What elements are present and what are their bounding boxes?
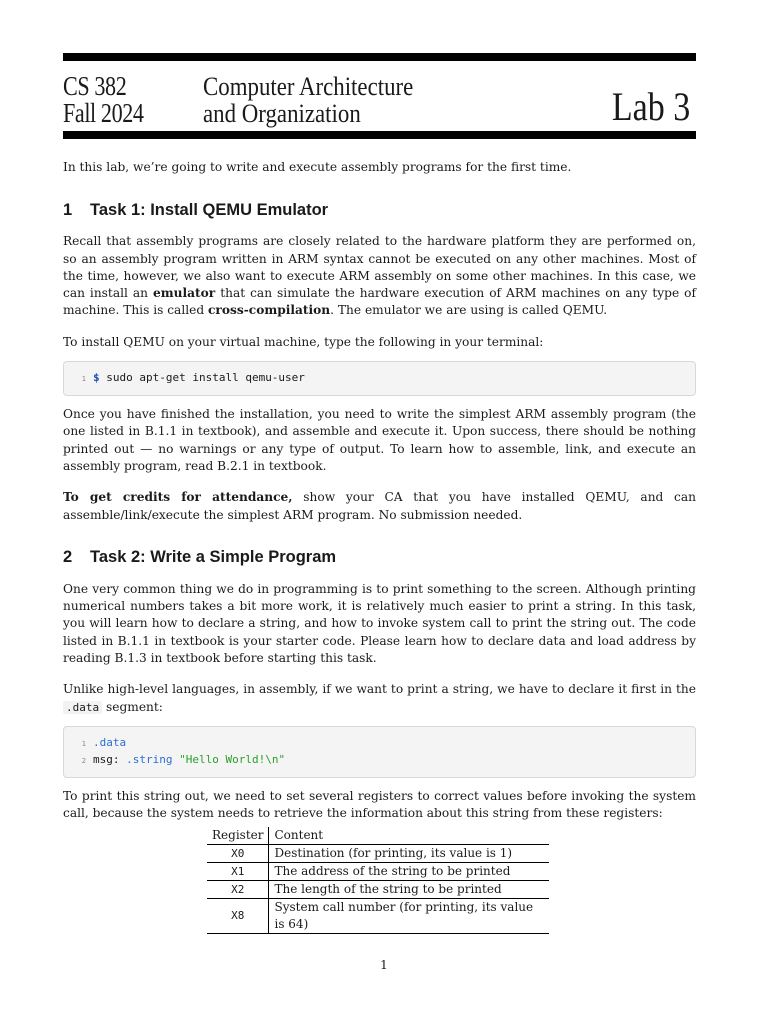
section-1-number: 1 bbox=[63, 201, 73, 220]
code-line bbox=[64, 370, 695, 387]
section-2-paragraph-1: One very common thing we do in programming is to print something to the screen. Although printing numerical numbers takes a bit more work, it is relatively much easier to print a string. In this task, you will learn how to declare a string, and how to invoke system call to print the string out. The code listed in B.1.1 in textbook is your starter code. Please learn how to declare data and load address by reading B.1.3 in textbook before starting this task. bbox=[63, 581, 696, 666]
section-2-paragraph-2 bbox=[63, 681, 696, 716]
section-1-heading bbox=[63, 201, 696, 220]
data-segment-code-block[interactable] bbox=[63, 726, 696, 778]
lab-number: Lab 3 bbox=[611, 84, 690, 129]
header-bottom-rule bbox=[63, 131, 696, 139]
page bbox=[63, 0, 696, 934]
page-number: 1 bbox=[380, 958, 388, 972]
install-command-code-block[interactable] bbox=[63, 361, 696, 396]
column-header-content: Content bbox=[269, 827, 550, 845]
content-cell: The address of the string to be printed bbox=[269, 862, 550, 880]
table-row bbox=[207, 862, 549, 880]
course-title bbox=[203, 73, 413, 127]
section-1-title: Task 1: Install QEMU Emulator bbox=[90, 201, 329, 220]
emphasis-emulator: emulator bbox=[153, 286, 216, 301]
section-1-paragraph-2: To install QEMU on your virtual machine, type the following in your terminal: bbox=[63, 334, 544, 349]
register-table bbox=[207, 827, 549, 934]
register-cell: X8 bbox=[207, 898, 269, 933]
table-row bbox=[207, 844, 549, 862]
text-run: . The emulator we are using is called QEMU. bbox=[330, 303, 608, 318]
register-cell: X2 bbox=[207, 880, 269, 898]
section-2-number: 2 bbox=[63, 547, 73, 566]
section-1-paragraph-1 bbox=[63, 233, 696, 319]
text-run: Recall that assembly programs are closely related to the hardware platform they are performed on, so an assembly program written in ARM syntax cannot be executed on any other machines. Most of the time, however, we also want to execute ARM assembly on some other machines. In this case, we can install an bbox=[63, 234, 696, 301]
data-directive: .data bbox=[93, 735, 127, 749]
content-cell: The length of the string to be printed bbox=[269, 880, 550, 898]
course-title-line2: and Organization bbox=[203, 99, 361, 128]
course-term: Fall 2024 bbox=[63, 98, 144, 128]
course-title-line1: Computer Architecture bbox=[203, 72, 414, 101]
code-line bbox=[64, 752, 695, 769]
line-number: 1 bbox=[81, 375, 86, 384]
content-cell: Destination (for printing, its value is 1) bbox=[269, 844, 550, 862]
register-cell: X1 bbox=[207, 862, 269, 880]
table-row bbox=[207, 898, 549, 933]
shell-command: sudo apt-get install qemu-user bbox=[99, 371, 305, 385]
table-row bbox=[207, 880, 549, 898]
line-number: 2 bbox=[81, 756, 86, 765]
text-run: Unlike high-level languages, in assembly, if we want to print a string, we have to declare it first in the bbox=[63, 682, 696, 697]
header-top-rule bbox=[63, 53, 696, 61]
content-cell: System call number (for printing, its value is 64) bbox=[269, 898, 550, 933]
course-info bbox=[63, 73, 144, 127]
code-line bbox=[64, 735, 695, 752]
shell-prompt: $ bbox=[93, 371, 100, 385]
line-number: 1 bbox=[81, 739, 86, 748]
string-directive: .string bbox=[126, 752, 173, 766]
label-msg: msg: bbox=[93, 752, 127, 766]
column-header-register: Register bbox=[207, 827, 269, 845]
table-header-row bbox=[207, 827, 549, 845]
intro-paragraph: In this lab, we’re going to write and execute assembly programs for the first time. bbox=[63, 160, 572, 174]
header bbox=[63, 61, 696, 131]
section-2-title: Task 2: Write a Simple Program bbox=[90, 547, 337, 566]
course-code: CS 382 bbox=[63, 71, 127, 101]
section-2-paragraph-3: To print this string out, we need to set several registers to correct values before invoking the system call, because the system needs to retrieve the information about this string from these registers: bbox=[63, 788, 696, 821]
section-2-heading bbox=[63, 548, 696, 567]
emphasis-cross-compilation: cross-compilation bbox=[208, 303, 331, 318]
text-run: that can simulate the hardware execution of ARM machines on any type of machine. This is called bbox=[63, 286, 697, 318]
section-1-paragraph-4 bbox=[63, 489, 696, 524]
attendance-emphasis: To get credits for attendance, bbox=[63, 490, 293, 505]
inline-code-data: .data bbox=[63, 701, 102, 714]
string-literal: "Hello World!\n" bbox=[179, 752, 286, 766]
text-run: show your CA that you have installed QEMU, and can assemble/link/execute the simplest ARM program. No submission needed. bbox=[63, 490, 696, 522]
register-cell: X0 bbox=[207, 844, 269, 862]
text-run: segment: bbox=[102, 699, 163, 714]
section-1-paragraph-3: Once you have finished the installation, you need to write the simplest ARM assembly program (the one listed in B.1.1 in textbook), and assemble and execute it. Upon success, there should be nothing printed out — no warnings or any type of output. To learn how to assemble, link, and execute an assembly program, read B.2.1 in textbook. bbox=[63, 407, 696, 473]
